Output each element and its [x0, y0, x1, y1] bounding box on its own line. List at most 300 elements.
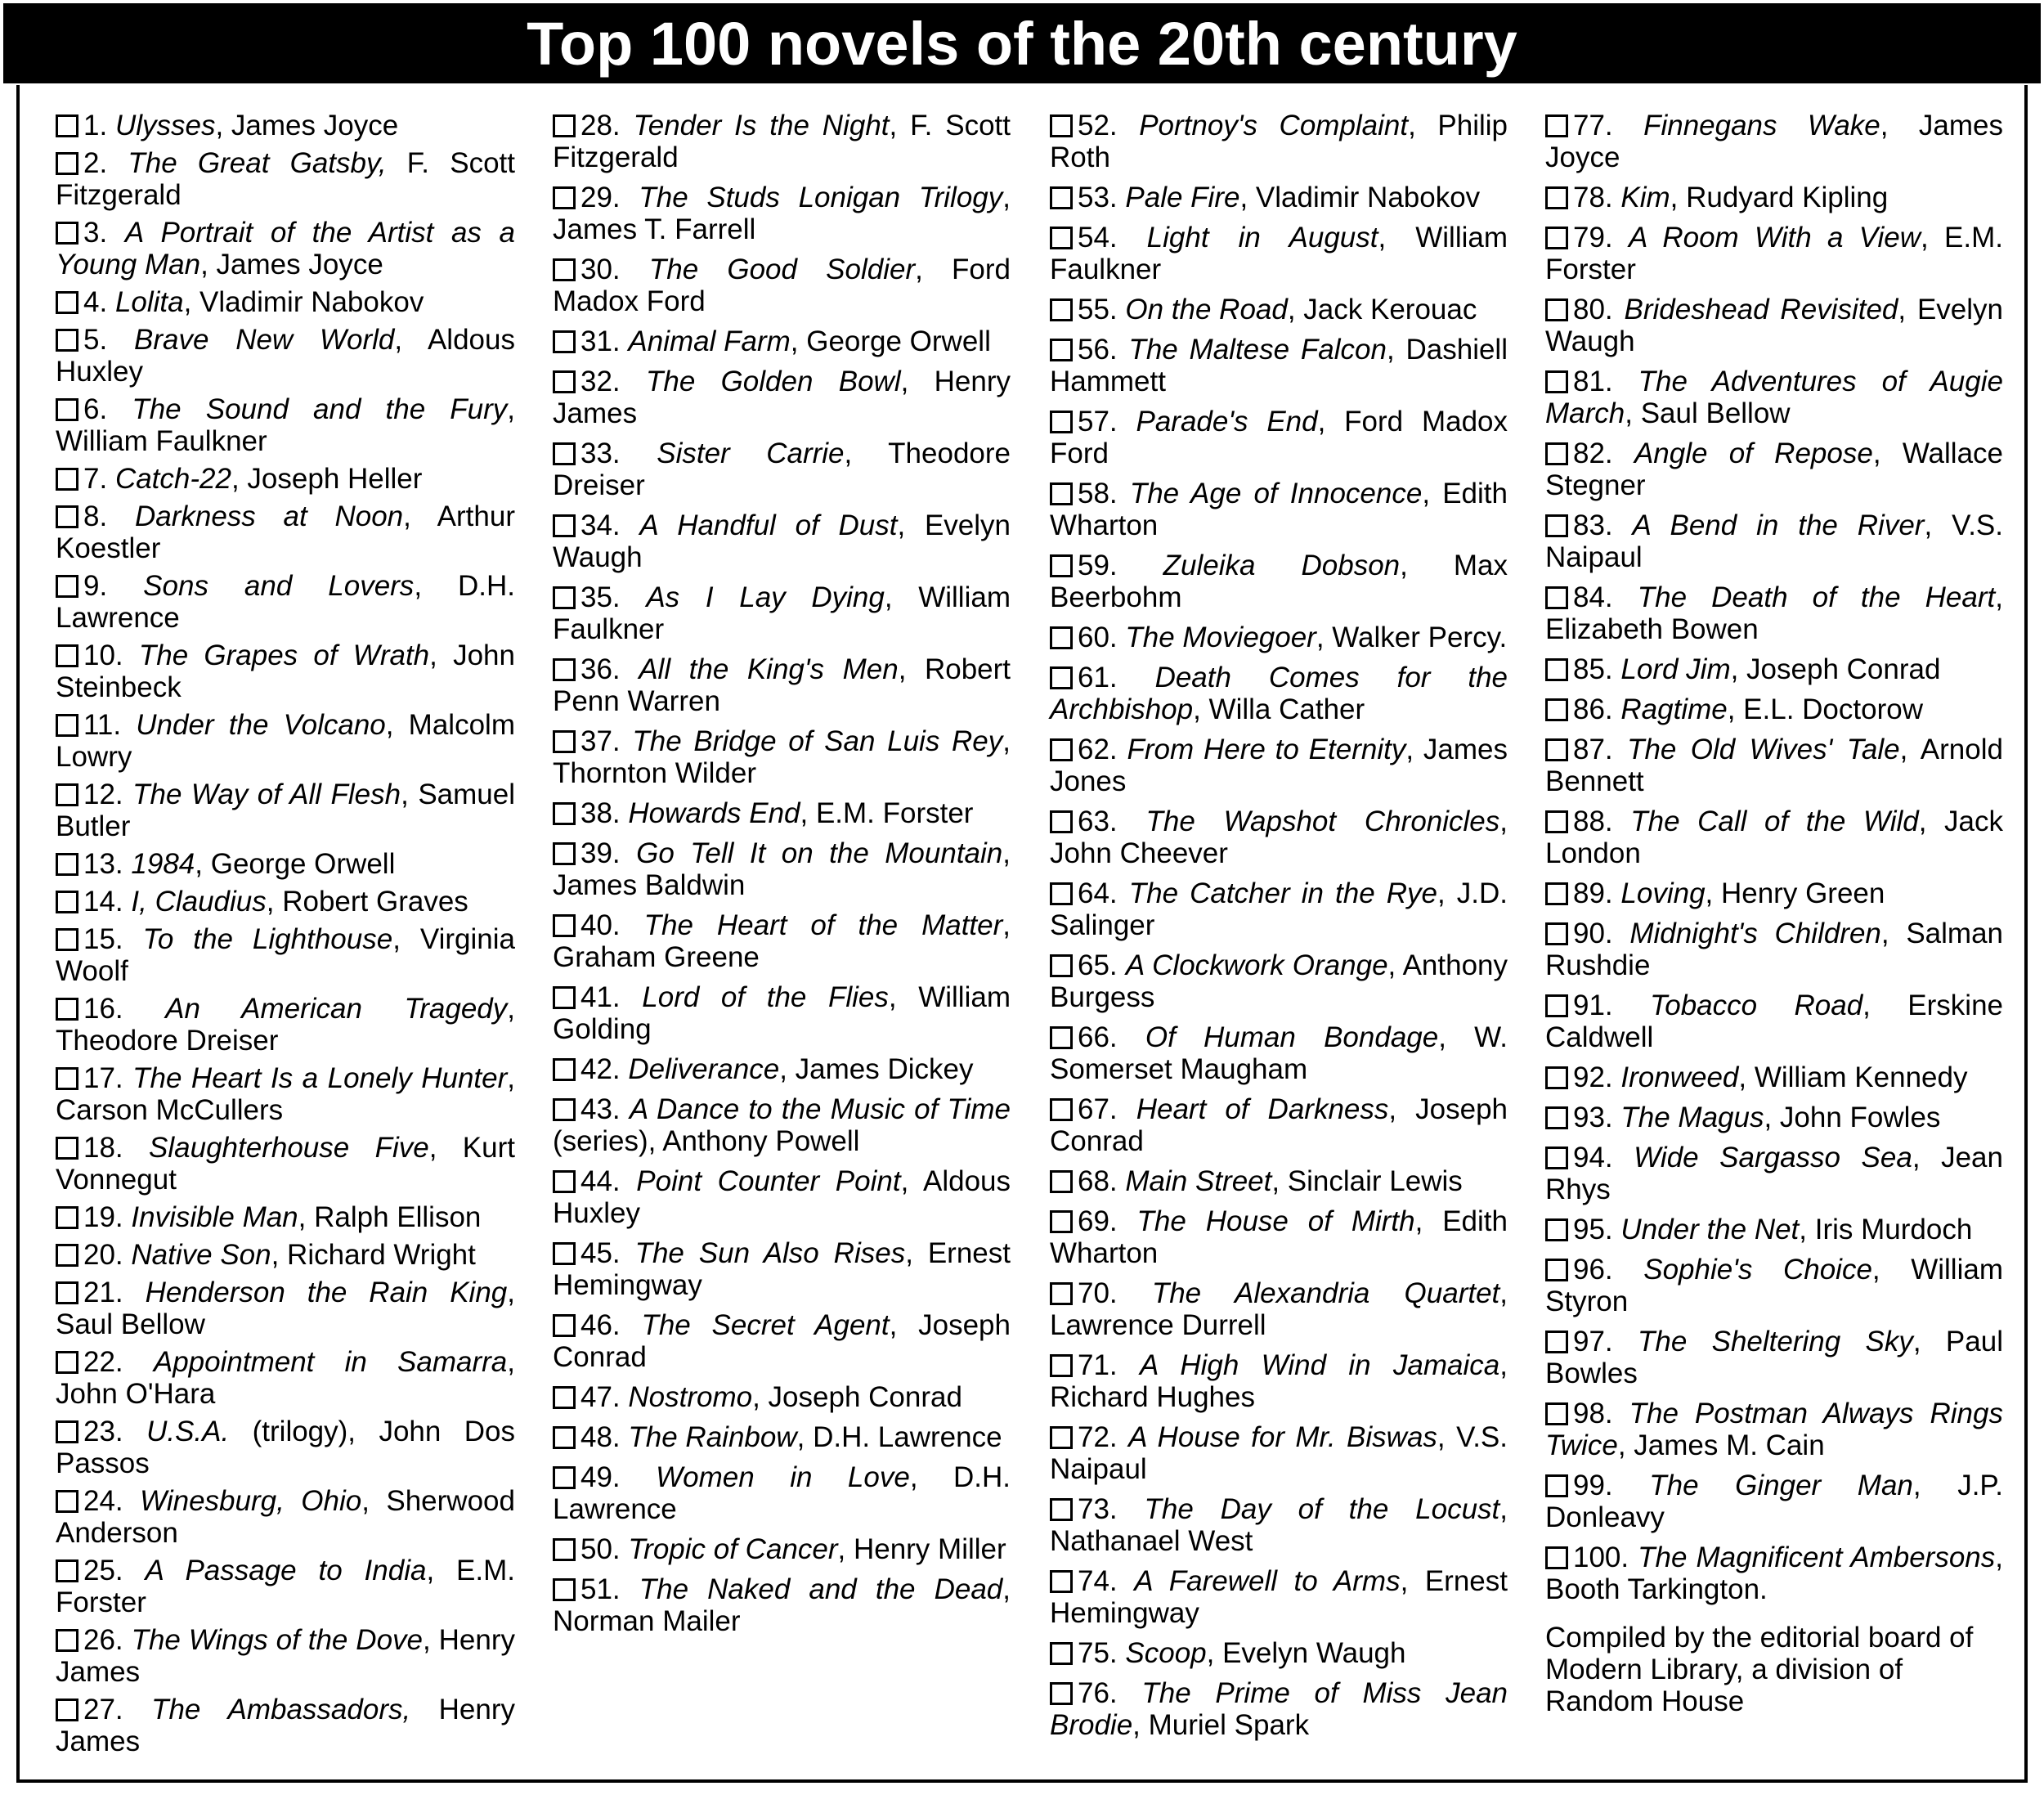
checkbox[interactable]	[553, 1426, 576, 1449]
checkbox[interactable]	[1050, 1570, 1073, 1593]
novel-title: Angle of Repose	[1634, 438, 1873, 469]
novel-rank: 52.	[1078, 110, 1118, 141]
checkbox[interactable]	[1050, 298, 1073, 321]
novel-entry	[56, 848, 515, 880]
checkbox[interactable]	[553, 1578, 576, 1601]
novel-entry	[553, 1237, 1011, 1301]
novel-author: F. Scott Fitzgerald	[56, 147, 515, 211]
novel-rank: 12.	[83, 779, 123, 810]
checkbox[interactable]	[1050, 482, 1073, 505]
novel-rank: 51.	[580, 1573, 621, 1605]
checkbox[interactable]	[553, 1314, 576, 1337]
checkbox[interactable]	[56, 114, 78, 137]
novel-entry	[553, 366, 1011, 429]
checkbox[interactable]	[1050, 1170, 1073, 1193]
novel-author: , Max Beerbohm	[1050, 550, 1508, 613]
checkbox[interactable]	[1545, 882, 1568, 905]
novel-title: I, Claudius	[131, 886, 267, 918]
novel-title: Sophie's Choice	[1643, 1254, 1872, 1286]
checkbox[interactable]	[1545, 1147, 1568, 1169]
novel-author: , Jack Kerouac	[1287, 294, 1477, 325]
checkbox[interactable]	[56, 1699, 78, 1721]
checkbox[interactable]	[553, 1170, 576, 1193]
novel-author: , William Faulkner	[1050, 222, 1508, 285]
novel-title: The Ambassadors,	[151, 1694, 411, 1725]
novel-entry	[56, 1694, 515, 1757]
novel-author: , W. Somerset Maugham	[1050, 1021, 1508, 1085]
checkbox[interactable]	[1050, 1498, 1073, 1521]
checkbox[interactable]	[553, 370, 576, 393]
checkbox[interactable]	[553, 1538, 576, 1561]
checkbox[interactable]	[56, 1206, 78, 1229]
checkbox[interactable]	[1545, 810, 1568, 833]
novel-author: , Carson McCullers	[56, 1062, 515, 1126]
novel-author: , Walker Percy.	[1316, 622, 1508, 653]
checkbox[interactable]	[553, 802, 576, 825]
novel-rank: 77.	[1573, 110, 1613, 141]
novel-author: , James Joyce	[215, 110, 399, 141]
novel-rank: 28.	[580, 110, 621, 141]
novel-title: Lord Jim	[1620, 653, 1731, 685]
novel-author: , Elizabeth Bowen	[1545, 581, 2003, 645]
novel-author: , Joseph Conrad	[1730, 653, 1941, 685]
novel-rank: 99.	[1573, 1470, 1613, 1501]
checkbox[interactable]	[1050, 227, 1073, 249]
novel-title: Henderson the Rain King	[145, 1277, 508, 1308]
novel-author: , Anthony Burgess	[1050, 949, 1508, 1013]
checkbox[interactable]	[1050, 1210, 1073, 1233]
novel-author: , Sinclair Lewis	[1271, 1165, 1463, 1197]
novel-title: Native Son	[131, 1239, 271, 1271]
novel-entry	[1050, 1565, 1508, 1629]
novel-rank: 18.	[83, 1132, 123, 1164]
novel-rank: 33.	[580, 438, 621, 469]
checkbox[interactable]	[56, 783, 78, 806]
novel-rank: 98.	[1573, 1398, 1613, 1429]
novel-rank: 45.	[580, 1237, 621, 1269]
novel-rank: 76.	[1078, 1677, 1118, 1709]
novel-author: , Aldous Huxley	[553, 1165, 1011, 1229]
novel-title: Death Comes for the Archbishop	[1050, 662, 1508, 725]
novel-rank: 21.	[83, 1277, 123, 1308]
novel-author: , Aldous Huxley	[56, 324, 515, 388]
checkbox[interactable]	[553, 730, 576, 753]
checkbox[interactable]	[56, 1351, 78, 1374]
novel-rank: 32.	[580, 366, 621, 397]
novel-title: Ironweed	[1620, 1061, 1739, 1093]
novel-rank: 85.	[1573, 653, 1613, 685]
checkbox[interactable]	[56, 928, 78, 951]
novel-title: The Moviegoer	[1125, 622, 1316, 653]
novel-author: , Henry Green	[1705, 877, 1885, 909]
novel-entry	[56, 324, 515, 388]
novel-title: The Studs Lonigan Trilogy	[639, 182, 1003, 213]
novel-rank: 68.	[1078, 1165, 1118, 1197]
novel-rank: 29.	[580, 182, 621, 213]
novel-entry	[1050, 734, 1508, 797]
novel-entry	[1545, 438, 2003, 501]
checkbox[interactable]	[1545, 698, 1568, 721]
checkbox[interactable]	[553, 914, 576, 937]
novel-rank: 93.	[1573, 1102, 1613, 1133]
checkbox[interactable]	[1050, 554, 1073, 577]
checkbox[interactable]	[553, 1058, 576, 1081]
novel-author: , Lawrence Durrell	[1050, 1277, 1508, 1341]
checkbox[interactable]	[553, 1242, 576, 1265]
novel-rank: 65.	[1078, 949, 1118, 981]
checkbox[interactable]	[553, 1466, 576, 1489]
checkbox[interactable]	[1050, 1098, 1073, 1121]
novel-title: Under the Volcano	[136, 709, 386, 741]
novel-rank: 23.	[83, 1416, 123, 1447]
novel-rank: 89.	[1573, 877, 1613, 909]
novel-author: , Evelyn Waugh	[1206, 1637, 1406, 1669]
novel-author: , F. Scott Fitzgerald	[553, 110, 1011, 173]
novel-author: , Saul Bellow	[56, 1277, 515, 1340]
novel-rank: 26.	[83, 1624, 123, 1656]
checkbox[interactable]	[1545, 1066, 1568, 1089]
novel-title: Sister Carrie	[657, 438, 845, 469]
column-4	[1545, 110, 2003, 1717]
novel-rank: 19.	[83, 1201, 123, 1233]
novel-author: , V.S. Naipaul	[1050, 1421, 1508, 1485]
checkbox[interactable]	[1545, 298, 1568, 321]
novel-title: The Naked and the Dead	[639, 1573, 1003, 1605]
novel-entry	[1545, 653, 2003, 685]
checkbox[interactable]	[1545, 658, 1568, 681]
novel-entry	[553, 1053, 1011, 1085]
novel-title: Main Street	[1125, 1165, 1272, 1197]
checkbox[interactable]	[1545, 114, 1568, 137]
checkbox[interactable]	[1545, 922, 1568, 945]
checkbox[interactable]	[1545, 370, 1568, 393]
checkbox[interactable]	[56, 998, 78, 1021]
novel-entry	[1545, 1326, 2003, 1389]
checkbox[interactable]	[56, 1629, 78, 1652]
checkbox[interactable]	[553, 330, 576, 353]
checkbox[interactable]	[1545, 442, 1568, 465]
novel-rank: 53.	[1078, 182, 1118, 213]
novel-author: , William Styron	[1545, 1254, 2003, 1317]
novel-entry	[553, 1573, 1011, 1637]
novel-entry	[1050, 1021, 1508, 1085]
checkbox[interactable]	[56, 714, 78, 737]
checkbox[interactable]	[553, 258, 576, 281]
novel-author: , E.M. Forster	[800, 797, 974, 829]
novel-entry	[56, 1416, 515, 1479]
checkbox[interactable]	[1545, 738, 1568, 761]
novel-author: , J.D. Salinger	[1050, 877, 1508, 941]
checkbox[interactable]	[1050, 1026, 1073, 1049]
novel-rank: 9.	[83, 570, 108, 602]
novel-title: The Great Gatsby,	[128, 147, 387, 179]
novel-title: Brave New World	[133, 324, 395, 356]
novel-title: Under the Net	[1620, 1214, 1800, 1245]
novel-author: , Muriel Spark	[1132, 1709, 1310, 1741]
checkbox[interactable]	[1050, 1282, 1073, 1305]
checkbox[interactable]	[56, 891, 78, 913]
novel-title: A Passage to India	[145, 1555, 427, 1586]
novel-rank: 92.	[1573, 1061, 1613, 1093]
checkbox[interactable]	[1545, 1259, 1568, 1281]
novel-author: , John Fowles	[1764, 1102, 1941, 1133]
novel-author: , Vladimir Nabokov	[183, 286, 424, 318]
checkbox[interactable]	[553, 442, 576, 465]
novel-rank: 73.	[1078, 1493, 1118, 1525]
novel-title: The Grapes of Wrath	[138, 639, 430, 671]
novel-entry	[1050, 1637, 1508, 1669]
checkbox[interactable]	[56, 1244, 78, 1267]
checkbox[interactable]	[1545, 1402, 1568, 1425]
novel-author: , Theodore Dreiser	[553, 438, 1011, 501]
checkbox[interactable]	[1545, 186, 1568, 209]
checkbox[interactable]	[1050, 1682, 1073, 1705]
checkbox[interactable]	[56, 468, 78, 491]
checkbox[interactable]	[1545, 586, 1568, 609]
checkbox[interactable]	[56, 1490, 78, 1513]
novel-author: Henry James	[56, 1694, 515, 1757]
checkbox[interactable]	[1050, 882, 1073, 905]
checkbox[interactable]	[553, 586, 576, 609]
novel-title: The Ginger Man	[1649, 1470, 1913, 1501]
checkbox[interactable]	[1050, 186, 1073, 209]
novel-rank: 100.	[1573, 1541, 1629, 1573]
checkbox[interactable]	[56, 222, 78, 245]
checkbox[interactable]	[1050, 114, 1073, 137]
novel-entry	[553, 581, 1011, 645]
novel-entry	[1545, 693, 2003, 725]
checkbox[interactable]	[553, 1098, 576, 1121]
novel-rank: 79.	[1573, 222, 1613, 254]
novel-author: , John Cheever	[1050, 806, 1508, 869]
novel-title: An American Tragedy	[165, 993, 508, 1025]
checkbox[interactable]	[553, 114, 576, 137]
novel-rank: 70.	[1078, 1277, 1118, 1309]
novel-rank: 94.	[1573, 1142, 1613, 1173]
checkbox[interactable]	[1545, 1474, 1568, 1497]
checkbox[interactable]	[56, 329, 78, 352]
checkbox[interactable]	[1050, 1642, 1073, 1665]
novel-entry	[1050, 182, 1508, 213]
novel-entry	[1545, 366, 2003, 429]
novel-entry	[56, 500, 515, 564]
novel-title: The Way of All Flesh	[132, 779, 401, 810]
novel-rank: 24.	[83, 1485, 123, 1517]
novel-author: , Iris Murdoch	[1799, 1214, 1973, 1245]
novel-author: , Malcolm Lowry	[56, 709, 515, 773]
checkbox[interactable]	[56, 291, 78, 314]
checkbox[interactable]	[1545, 514, 1568, 537]
novel-entry	[56, 1346, 515, 1410]
novel-rank: 56.	[1078, 334, 1118, 366]
checkbox[interactable]	[1050, 738, 1073, 761]
novel-author: , William Faulkner	[56, 393, 515, 457]
checkbox[interactable]	[1050, 411, 1073, 433]
novel-rank: 95.	[1573, 1214, 1613, 1245]
novel-entry	[1545, 1541, 2003, 1605]
novel-author: , James Joyce	[200, 249, 383, 280]
novel-title: Tropic of Cancer	[628, 1533, 838, 1565]
novel-rank: 66.	[1078, 1021, 1118, 1053]
checkbox[interactable]	[56, 505, 78, 528]
novel-author: , James Jones	[1050, 734, 1508, 797]
novel-author: , Paul Bowles	[1545, 1326, 2003, 1389]
novel-author: , Norman Mailer	[553, 1573, 1011, 1637]
checkbox[interactable]	[1050, 666, 1073, 689]
novel-title: The Day of the Locust	[1144, 1493, 1500, 1525]
novel-rank: 91.	[1573, 989, 1613, 1021]
novel-entry	[553, 438, 1011, 501]
novel-rank: 37.	[580, 725, 621, 757]
novel-rank: 16.	[83, 993, 123, 1025]
novel-entry	[1050, 406, 1508, 469]
checkbox[interactable]	[1050, 810, 1073, 833]
checkbox[interactable]	[56, 1137, 78, 1160]
novel-rank: 31.	[580, 325, 621, 357]
novel-title: A Portrait of the Artist as a Young Man	[56, 217, 515, 280]
checkbox[interactable]	[553, 1386, 576, 1409]
novel-entry	[553, 725, 1011, 789]
checkbox[interactable]	[553, 986, 576, 1009]
checkbox[interactable]	[553, 514, 576, 537]
checkbox[interactable]	[553, 658, 576, 681]
novel-entry	[1545, 918, 2003, 981]
novel-entry	[1050, 1165, 1508, 1197]
novel-title: Portnoy's Complaint	[1139, 110, 1409, 141]
novel-author: , Dashiell Hammett	[1050, 334, 1508, 397]
novel-entry	[56, 1132, 515, 1196]
novel-rank: 36.	[580, 653, 621, 685]
checkbox[interactable]	[1050, 954, 1073, 977]
novel-entry	[56, 1201, 515, 1233]
novel-title: The Prime of Miss Jean Brodie	[1050, 1677, 1508, 1741]
novel-rank: 57.	[1078, 406, 1118, 438]
novel-rank: 42.	[580, 1053, 621, 1085]
novel-rank: 5.	[83, 324, 108, 356]
novel-entry	[553, 1093, 1011, 1157]
novel-author: , Evelyn Waugh	[1545, 294, 2004, 357]
novel-entry	[1050, 1093, 1508, 1157]
novel-title: As I Lay Dying	[646, 581, 885, 613]
novel-entry	[553, 509, 1011, 573]
checkbox[interactable]	[56, 853, 78, 876]
novel-author: , Edith Wharton	[1050, 478, 1508, 541]
novel-rank: 88.	[1573, 806, 1613, 837]
novel-title: The Heart of the Matter	[643, 909, 1003, 941]
novel-author: , D.H. Lawrence	[553, 1461, 1011, 1525]
checkbox[interactable]	[56, 644, 78, 667]
checkbox[interactable]	[56, 152, 78, 175]
novel-rank: 80.	[1573, 294, 1613, 325]
novel-rank: 54.	[1078, 222, 1118, 254]
novel-title: A High Wind in Jamaica	[1139, 1349, 1500, 1381]
checkbox[interactable]	[1545, 1331, 1568, 1353]
novel-entry	[553, 1309, 1011, 1373]
novel-rank: 46.	[580, 1309, 621, 1341]
novel-author: , V.S. Naipaul	[1545, 509, 2003, 573]
novel-rank: 82.	[1573, 438, 1613, 469]
novel-title: Catch-22	[114, 463, 231, 495]
checkbox[interactable]	[1050, 1354, 1073, 1377]
novel-rank: 3.	[83, 217, 108, 249]
novel-title: A Dance to the Music of Time	[629, 1093, 1011, 1125]
checkbox[interactable]	[553, 186, 576, 209]
novel-author: , Joseph Heller	[231, 463, 423, 495]
novel-rank: 58.	[1078, 478, 1118, 509]
novel-rank: 64.	[1078, 877, 1118, 909]
novel-rank: 61.	[1078, 662, 1118, 693]
checkbox[interactable]	[1545, 1546, 1568, 1569]
novel-title: The Good Soldier	[648, 254, 916, 285]
novel-rank: 60.	[1078, 622, 1118, 653]
column-2	[553, 110, 1011, 1645]
novel-rank: 87.	[1573, 734, 1613, 765]
checkbox[interactable]	[1050, 339, 1073, 361]
novel-author: , Erskine Caldwell	[1545, 989, 2003, 1053]
checkbox[interactable]	[1545, 994, 1568, 1017]
checkbox[interactable]	[1545, 227, 1568, 249]
novel-entry	[1050, 806, 1508, 869]
novel-author: (series), Anthony Powell	[553, 1125, 860, 1157]
novel-rank: 41.	[580, 981, 621, 1013]
novel-author: , Richard Wright	[271, 1239, 476, 1271]
novel-entry	[553, 653, 1011, 717]
novel-author: , Joseph Conrad	[553, 1309, 1011, 1373]
novel-title: Nostromo	[628, 1381, 753, 1413]
checkbox[interactable]	[1050, 626, 1073, 649]
novel-author: , Graham Greene	[553, 909, 1011, 973]
checkbox[interactable]	[1545, 1218, 1568, 1241]
checkbox[interactable]	[56, 1281, 78, 1304]
novel-title: Light in August	[1146, 222, 1378, 254]
novel-title: Brideshead Revisited	[1624, 294, 1898, 325]
novel-entry	[1050, 949, 1508, 1013]
novel-title: To the Lighthouse	[142, 923, 393, 955]
checkbox[interactable]	[553, 842, 576, 865]
novel-title: The Adventures of Augie March	[1545, 366, 2003, 429]
checkbox[interactable]	[1050, 1426, 1073, 1449]
novel-entry	[1050, 222, 1508, 285]
novel-author: , Saul Bellow	[1625, 397, 1791, 429]
novel-title: Howards End	[628, 797, 800, 829]
novel-author: , Arthur Koestler	[56, 500, 515, 564]
novel-entry	[56, 639, 515, 703]
checkbox[interactable]	[56, 398, 78, 421]
novel-title: Zuleika Dobson	[1163, 550, 1401, 581]
novel-entry	[1545, 989, 2003, 1053]
novel-entry	[1545, 1102, 2003, 1133]
checkbox[interactable]	[1545, 1106, 1568, 1129]
novel-title: Parade's End	[1136, 406, 1318, 438]
novel-rank: 38.	[580, 797, 621, 829]
checkbox[interactable]	[56, 1067, 78, 1090]
novel-author: , Samuel Butler	[56, 779, 515, 842]
novel-author: , Jean Rhys	[1545, 1142, 2003, 1205]
novel-author: , Arnold Bennett	[1545, 734, 2003, 797]
checkbox[interactable]	[56, 575, 78, 598]
novel-title: Wide Sargasso Sea	[1634, 1142, 1912, 1173]
novel-author: , Ford Madox Ford	[553, 254, 1011, 317]
novel-rank: 48.	[580, 1421, 621, 1453]
novel-author: , Nathanael West	[1050, 1493, 1508, 1557]
novel-title: The Alexandria Quartet	[1151, 1277, 1500, 1309]
novel-title: The Golden Bowl	[645, 366, 901, 397]
novel-entry	[1050, 334, 1508, 397]
novel-entry	[553, 1165, 1011, 1229]
checkbox[interactable]	[56, 1420, 78, 1443]
novel-entry	[553, 1381, 1011, 1413]
checkbox[interactable]	[56, 1559, 78, 1582]
